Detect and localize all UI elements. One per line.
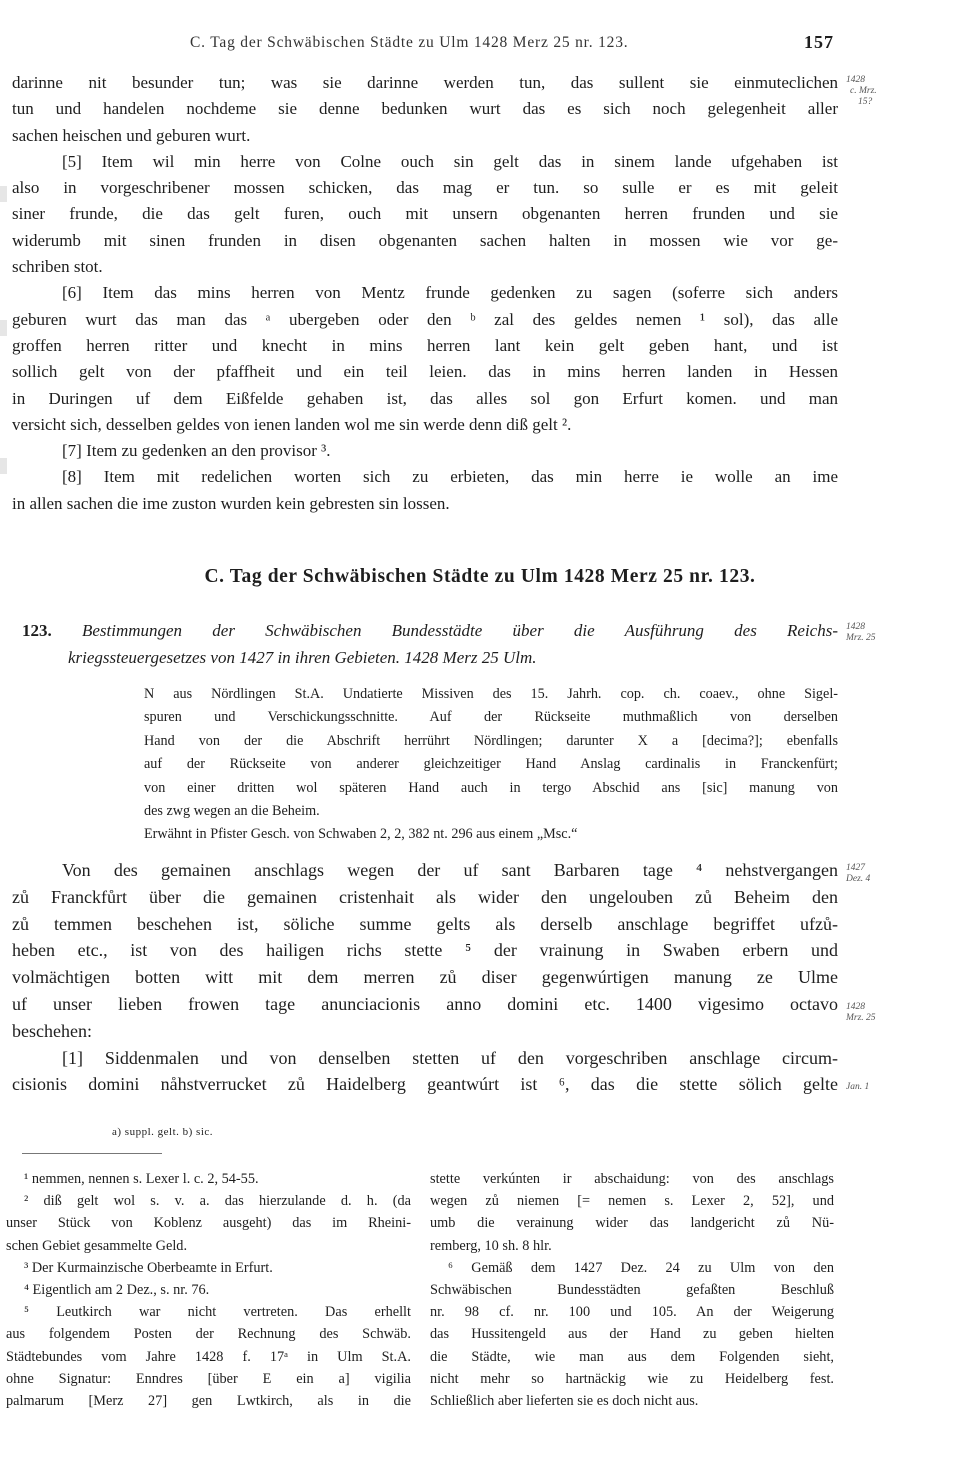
text-line: cisionis domini nåhstverrucket zů Haidelberg geantwúrt ist ⁶, das die stette sölich gelte	[12, 1074, 838, 1095]
page-number: 157	[804, 32, 834, 52]
footnote-line: nr. 98 cf. nr. 100 und 105. An der Weigerung	[430, 1304, 834, 1321]
footnotes-right-column	[430, 1168, 834, 1412]
margin-date-mrz: 1428 Mrz. 25	[846, 1002, 876, 1023]
text-line: in allen sachen die ime zuston wurden kein gebresten sin lossen.	[12, 493, 450, 513]
text-line: [1] Siddenmalen und von denselben stetten uf den vorgeschriben anschlage circum-	[62, 1047, 838, 1068]
text-line: zů Franckfůrt über die gemainen cristenhait als wider den ungelouben zů Beheim den	[12, 886, 838, 907]
margin-date-heading: 1428 Mrz. 25	[846, 622, 876, 643]
edge-mark	[0, 186, 7, 202]
text-line: sollich gelt von der pfaffheit und ein teil leien. das in mins herren landen in Hessen	[12, 362, 838, 382]
document-text	[12, 857, 838, 1098]
text-line: darinne nit besunder tun; was sie darinne werden tun, das sullent sie einmuteclichen	[12, 73, 838, 92]
footnotes-left-column	[6, 1168, 411, 1412]
footnote-line: unser Stück von Koblenz ausgeht) das im Rheini-	[6, 1215, 411, 1232]
text-line: siner frunde, die das gelt furen, ouch mit unsern obgenanten herren frunden und sie	[12, 204, 838, 224]
footnote-line: ¹ nemmen, nennen s. Lexer l. c. 2, 54-55.	[24, 1171, 259, 1187]
apparatus-line: von einer dritten wol späteren Hand auch in tergo Abschid ans [sic] manung von	[144, 779, 838, 796]
text-line: sachen heischen und geburen wurt.	[12, 125, 251, 145]
variant-notes: a) suppl. gelt. b) sic.	[112, 1126, 214, 1138]
edge-mark	[0, 458, 7, 474]
apparatus-line: N aus Nördlingen St.A. Undatierte Missiven des 15. Jahrh. cop. ch. coaev., ohne Sigel-	[144, 686, 838, 702]
text-line: [5] Item wil min herre von Colne ouch sin gelt das in sinem lande ufgehaben ist	[62, 151, 838, 171]
text-line: volmächtigen botten witt mit dem merren zů diser gegenwúrtigen manung ze Ulme	[12, 967, 838, 988]
body-text	[12, 70, 838, 517]
text-line: tun und handelen nochdeme sie denne bedunken wurt das es sich noch gelegenheit aller	[12, 99, 838, 119]
footnote-line: das Hussitengeld aus der Hand zu geben hielten	[430, 1326, 834, 1343]
footnote-line: ⁵ Leutkirch war nicht vertreten. Das erhellt	[24, 1304, 411, 1321]
running-header	[0, 34, 960, 58]
margin-date-jan: Jan. 1	[846, 1082, 870, 1092]
footnote-line: Schwäbischen Bundesstädten gefaßten Beschluß	[430, 1281, 834, 1298]
footnote-line: ³ Der Kurmainzische Oberbeamte in Erfurt.	[24, 1259, 273, 1276]
text-line: in Duringen uf dem Eißfelde gehaben ist, das alles sol gon Erfurt komen. und man	[12, 388, 838, 408]
footnote-line: aus folgendem Posten der Rechnung des Schwäb.	[6, 1326, 411, 1343]
document-heading	[22, 617, 838, 671]
footnote-line: remberg, 10 sh. 8 hlr.	[430, 1237, 552, 1254]
heading-line: kriegssteuergesetzes von 1427 in ihren Gebieten. 1428 Merz 25 Ulm.	[68, 648, 537, 667]
footnote-line: ⁴ Eigentlich am 2 Dez., s. nr. 76.	[24, 1281, 210, 1298]
text-line: beschehen:	[12, 1020, 92, 1041]
text-line: Von des gemainen anschlags wegen der uf sant Barbaren tage ⁴ nehstvergangen	[62, 860, 838, 880]
running-title: C. Tag der Schwäbischen Städte zu Ulm 1428 Merz 25 nr. 123.	[190, 34, 629, 51]
text-line: geburen wurt das man das ᵃ ubergeben oder den ᵇ zal des geldes nemen ¹ sol), das alle	[12, 309, 838, 329]
text-line: zů temmen beschehen ist, söliche summe gelts als derselb anschlage begriffet ufzů-	[12, 913, 838, 934]
footnote-line: die Städte, wie man aus dem Folgenden sieht,	[430, 1348, 834, 1365]
text-line: [8] Item mit redelichen worten sich zu erbieten, das min herre ie wolle an ime	[62, 467, 838, 487]
text-line: schriben stot.	[12, 257, 103, 277]
footnote-line: umb die verainung wider das landgericht zů Nü-	[430, 1215, 834, 1232]
text-line: also in vorgeschribener mossen schicken, das mag er tun. so sulle er es mit geleit	[12, 178, 838, 198]
text-line: [6] Item das mins herren von Mentz frunde gedenken zu sagen (soferre sich anders	[62, 283, 838, 303]
text-line: heben etc., ist von des hailigen richs stette ⁵ der vrainung in Swaben erbern und	[12, 940, 838, 961]
footnote-line: nicht mehr so hartnäckig wie zu Heidelberg fest.	[430, 1370, 834, 1387]
footnote-divider	[22, 1153, 162, 1154]
source-apparatus	[144, 683, 838, 847]
text-line: [7] Item zu gedenken an den provisor ³.	[62, 441, 331, 461]
footnote-line: ² diß gelt wol s. v. a. das hierzulande d. h. (da	[24, 1193, 411, 1210]
section-title: C. Tag der Schwäbischen Städte zu Ulm 1428 Merz 25 nr. 123.	[204, 566, 756, 587]
footnote-line: ⁶ Gemäß dem 1427 Dez. 24 zu Ulm von den	[448, 1259, 834, 1276]
heading-line: 123. Bestimmungen der Schwäbischen Bundesstädte über die Ausführung des Reichs-	[22, 621, 838, 640]
apparatus-line: Erwähnt in Pfister Gesch. von Schwaben 2, 2, 382 nt. 296 aus einem „Msc.“	[144, 826, 578, 843]
footnote-line: Städtebundes vom Jahre 1428 f. 17ᵃ in Ulm St.A.	[6, 1348, 411, 1365]
apparatus-line: des zwg wegen an die Beheim.	[144, 802, 320, 819]
document-number: 123.	[22, 621, 52, 640]
margin-date-top: 1428 c. Mrz. 15?	[846, 75, 877, 107]
footnote-line: stette verkúnten ir abschaidung: von des anschlags	[430, 1171, 834, 1187]
text-line: uf unser lieben frowen tage anunciacionis anno domini etc. 1400 vigesimo octavo	[12, 993, 838, 1014]
margin-date-dez: 1427 Dez. 4	[846, 863, 871, 884]
footnote-line: schen Gebiet gesammelte Geld.	[6, 1237, 188, 1254]
text-line: groffen herren ritter und knecht in mins herren lant kein gelt geben hant, und ist	[12, 335, 838, 355]
footnote-line: wegen zů niemen [= nemen s. Lexer 2, 52], und	[430, 1193, 834, 1210]
edge-mark	[0, 320, 7, 336]
apparatus-line: spuren und Verschickungsschnitte. Auf der Rückseite muthmaßlich von derselben	[144, 709, 838, 726]
apparatus-line: auf der Rückseite von anderer gleichzeitiger Hand Anslag cardinalis in Franckenfürt;	[144, 756, 838, 773]
text-line: versicht sich, desselben geldes von ienen landen wol me sin werde denn diß gelt ².	[12, 414, 572, 434]
footnote-line: palmarum [Merz 27] gen Lwtkirch, als in die	[6, 1392, 411, 1409]
apparatus-line: Hand von der die Abschrift herrührt Nördlingen; darunter X a [decima?]; ebenfalls	[144, 732, 838, 749]
footnote-line: Schließlich aber lieferten sie es doch nicht aus.	[430, 1392, 699, 1409]
text-line: widerumb mit sinen frunden in disen obgenanten sachen halten in mossen wie vor ge-	[12, 230, 838, 250]
footnote-line: ohne Signatur: Enndres [über E ein a] vigilia	[6, 1370, 411, 1387]
